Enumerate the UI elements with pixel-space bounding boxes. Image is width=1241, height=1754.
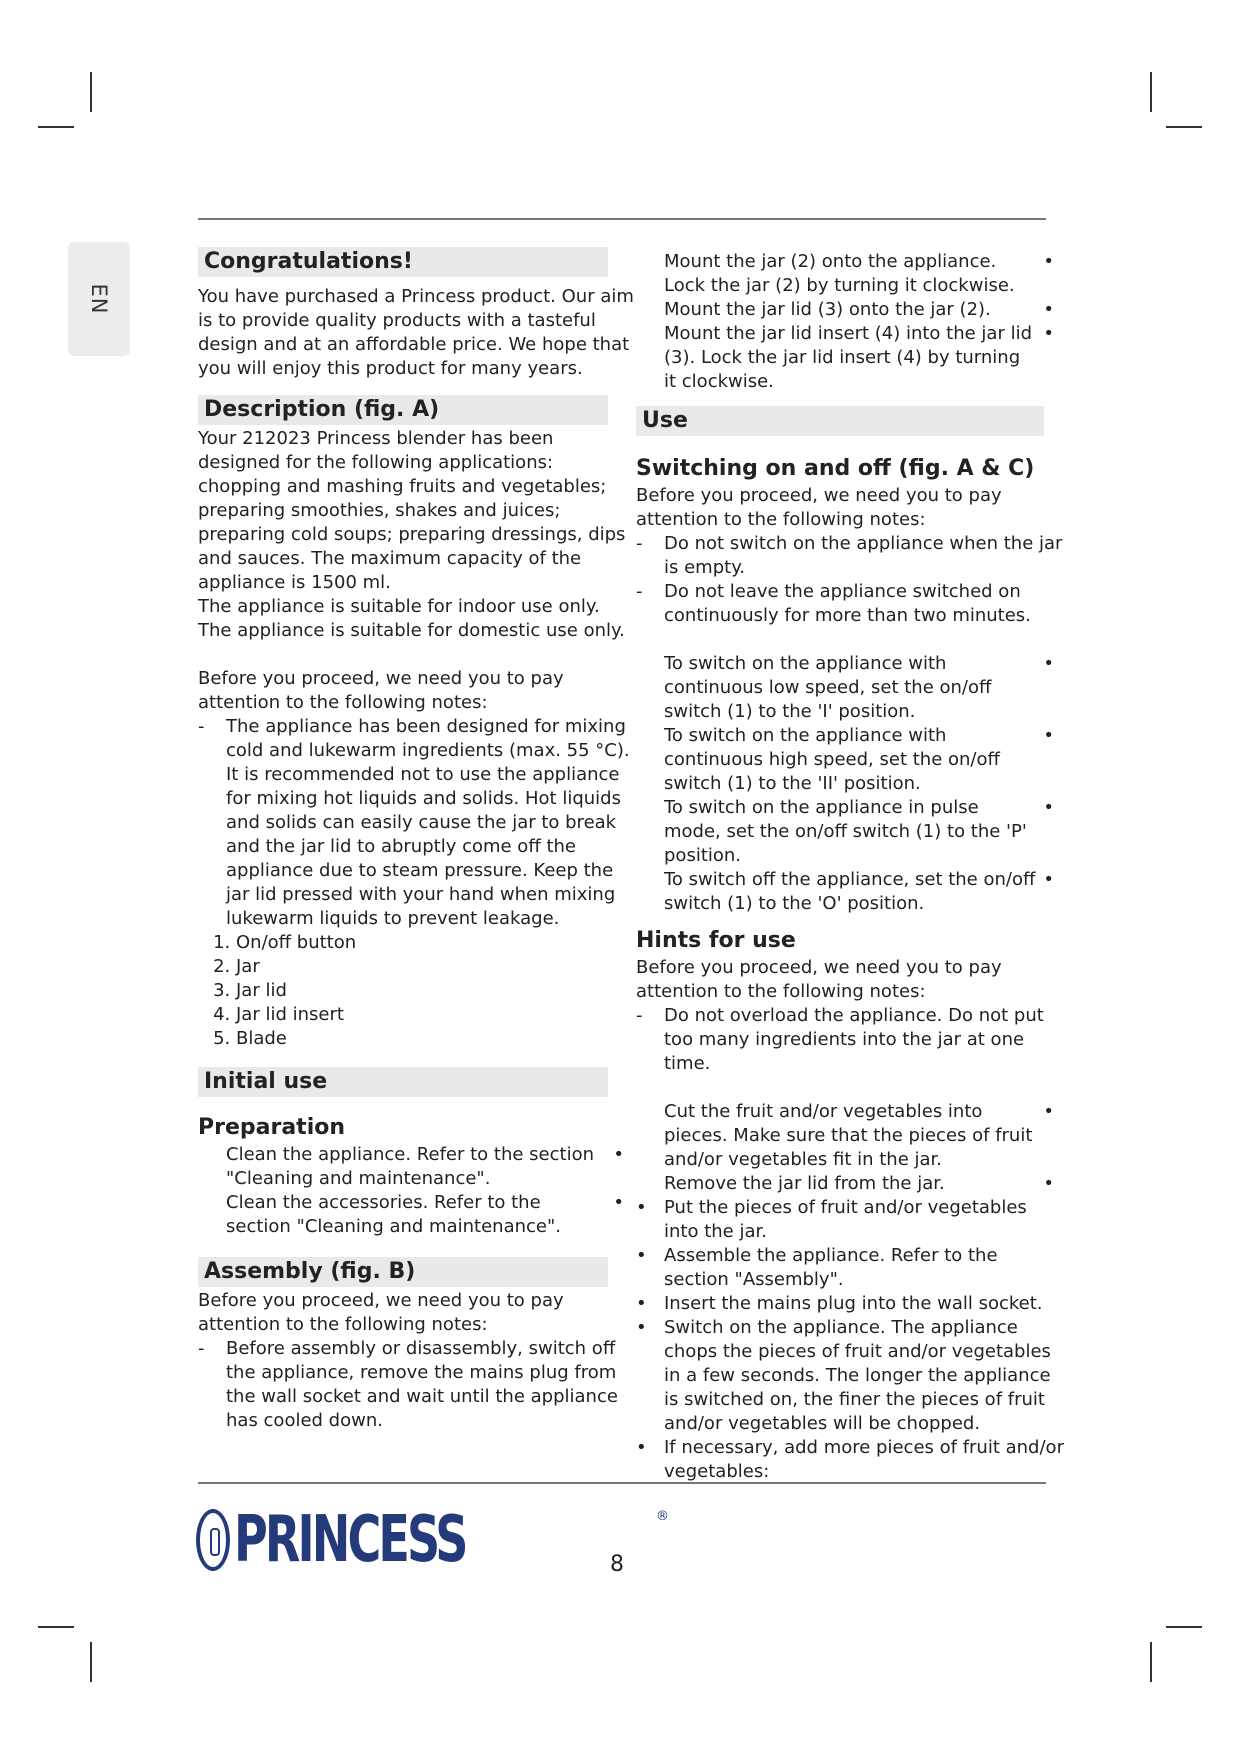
congratulations-text: You have purchased a Princess product. Our aim is to provide quality products with a tasteful design and at an affordable price. We hope that you will enjoy this product for many years. — [198, 286, 634, 379]
assembly-note: - Before assembly or disassembly, switch off the appliance, remove the mains plug from the wall socket and wait until the appliance has cooled down. — [198, 1337, 636, 1433]
list-item: • Insert the mains plug into the wall socket. — [636, 1293, 1043, 1314]
princess-logo — [196, 1503, 669, 1577]
brand-name: PRINCESS — [234, 1503, 466, 1577]
hints-note: - Do not overload the appliance. Do not put too many ingredients into the jar at one time. — [636, 1004, 1066, 1076]
initial-use-heading: Initial use — [198, 1067, 608, 1097]
princess-crest-icon — [196, 1509, 230, 1571]
list-item: To switch on the appliance in pulse mode, set the on/off switch (1) to the 'P' position. • — [664, 797, 1054, 866]
hints-before-text: Before you proceed, we need you to pay attention to the following notes: — [636, 957, 1002, 1002]
mixing-note: - The appliance has been designed for mixing cold and lukewarm ingredients (max. 55 °C). It is recommended not to use the appliance for mixing hot liquids and solids. Hot liquids and solids can easily cause the jar to break and the jar lid to abruptly come off the appliance due to steam pressure. Keep the jar lid pressed with your hand when mixing lukewarm liquids to prevent leakage. — [198, 715, 636, 931]
list-item: Remove the jar lid from the jar. • — [664, 1173, 1054, 1194]
parts-list — [198, 931, 636, 1051]
list-item: Cut the fruit and/or vegetables into pieces. Make sure that the pieces of fruit and/or vegetables fit in the jar. • — [664, 1101, 1054, 1170]
congratulations-heading: Congratulations! — [198, 247, 608, 277]
assembly-heading: Assembly (fig. B) — [198, 1257, 608, 1287]
page-number: 8 — [610, 1552, 624, 1577]
crop-mark — [1166, 126, 1202, 128]
assembly-before-text: Before you proceed, we need you to pay attention to the following notes: — [198, 1290, 564, 1335]
description-heading: Description (fig. A) — [198, 395, 608, 425]
crop-mark — [1150, 72, 1152, 112]
list-item: • Switch on the appliance. The appliance chops the pieces of fruit and/or vegetables in a few seconds. The longer the appliance is switched on, the finer the pieces of fruit and/or vegetables will be chopped. — [636, 1317, 1051, 1434]
list-item: 2. Jar — [236, 955, 636, 979]
right-column — [636, 250, 1066, 1484]
list-item: Clean the appliance. Refer to the section "Cleaning and maintenance". • — [226, 1144, 624, 1189]
before-proceed-text: Before you proceed, we need you to pay attention to the following notes: — [198, 668, 564, 713]
list-item: • Assemble the appliance. Refer to the section "Assembly". — [636, 1245, 998, 1290]
crop-mark — [90, 1642, 92, 1682]
list-item: To switch off the appliance, set the on/off switch (1) to the 'O' position. • — [664, 869, 1054, 914]
list-item: 1. On/off button — [236, 931, 636, 955]
description-indoor: The appliance is suitable for indoor use only. — [198, 596, 600, 617]
list-item: • Put the pieces of fruit and/or vegetables into the jar. — [636, 1197, 1027, 1242]
list-item: 5. Blade — [236, 1027, 636, 1051]
top-rule — [198, 218, 1046, 220]
list-item: Mount the jar lid insert (4) into the jar lid (3). Lock the jar lid insert (4) by turning it clockwise. • — [664, 323, 1054, 392]
registered-mark: ® — [656, 1509, 669, 1524]
switching-note: - Do not switch on the appliance when the jar is empty. — [636, 532, 1066, 580]
description-domestic: The appliance is suitable for domestic use only. — [198, 620, 625, 641]
crop-mark — [1166, 1626, 1202, 1628]
list-item: Mount the jar (2) onto the appliance. Lock the jar (2) by turning it clockwise. • — [664, 251, 1054, 296]
left-column — [198, 247, 636, 1433]
list-item: Clean the accessories. Refer to the section "Cleaning and maintenance". • — [226, 1192, 624, 1237]
crop-mark — [38, 1626, 74, 1628]
list-item: 4. Jar lid insert — [236, 1003, 636, 1027]
language-tab — [68, 242, 130, 356]
crop-mark — [1150, 1642, 1152, 1682]
crop-mark — [38, 126, 74, 128]
list-item: To switch on the appliance with continuous low speed, set the on/off switch (1) to the 'I' position. • — [664, 653, 1054, 722]
switching-note: - Do not leave the appliance switched on continuously for more than two minutes. — [636, 580, 1066, 628]
list-item: To switch on the appliance with continuous high speed, set the on/off switch (1) to the 'II' position. • — [664, 725, 1054, 794]
list-item: • If necessary, add more pieces of fruit and/or vegetables: — [636, 1437, 1064, 1482]
list-item: Mount the jar lid (3) onto the jar (2). • — [664, 299, 1054, 320]
switching-before-text: Before you proceed, we need you to pay attention to the following notes: — [636, 485, 1002, 530]
crop-mark — [90, 72, 92, 112]
description-text: Your 212023 Princess blender has been designed for the following applications: chopping and mashing fruits and vegetables; preparing smoothies, shakes and juices; preparing cold soups; preparing dressings, dips and sauces. The maximum capacity of the appliance is 1500 ml. — [198, 428, 626, 593]
language-label: EN — [87, 283, 111, 315]
hints-heading: Hints for use — [636, 928, 796, 953]
use-heading: Use — [636, 406, 1044, 436]
list-item: 3. Jar lid — [236, 979, 636, 1003]
preparation-heading: Preparation — [198, 1115, 346, 1140]
switching-heading: Switching on and off (fig. A & C) — [636, 456, 1035, 481]
